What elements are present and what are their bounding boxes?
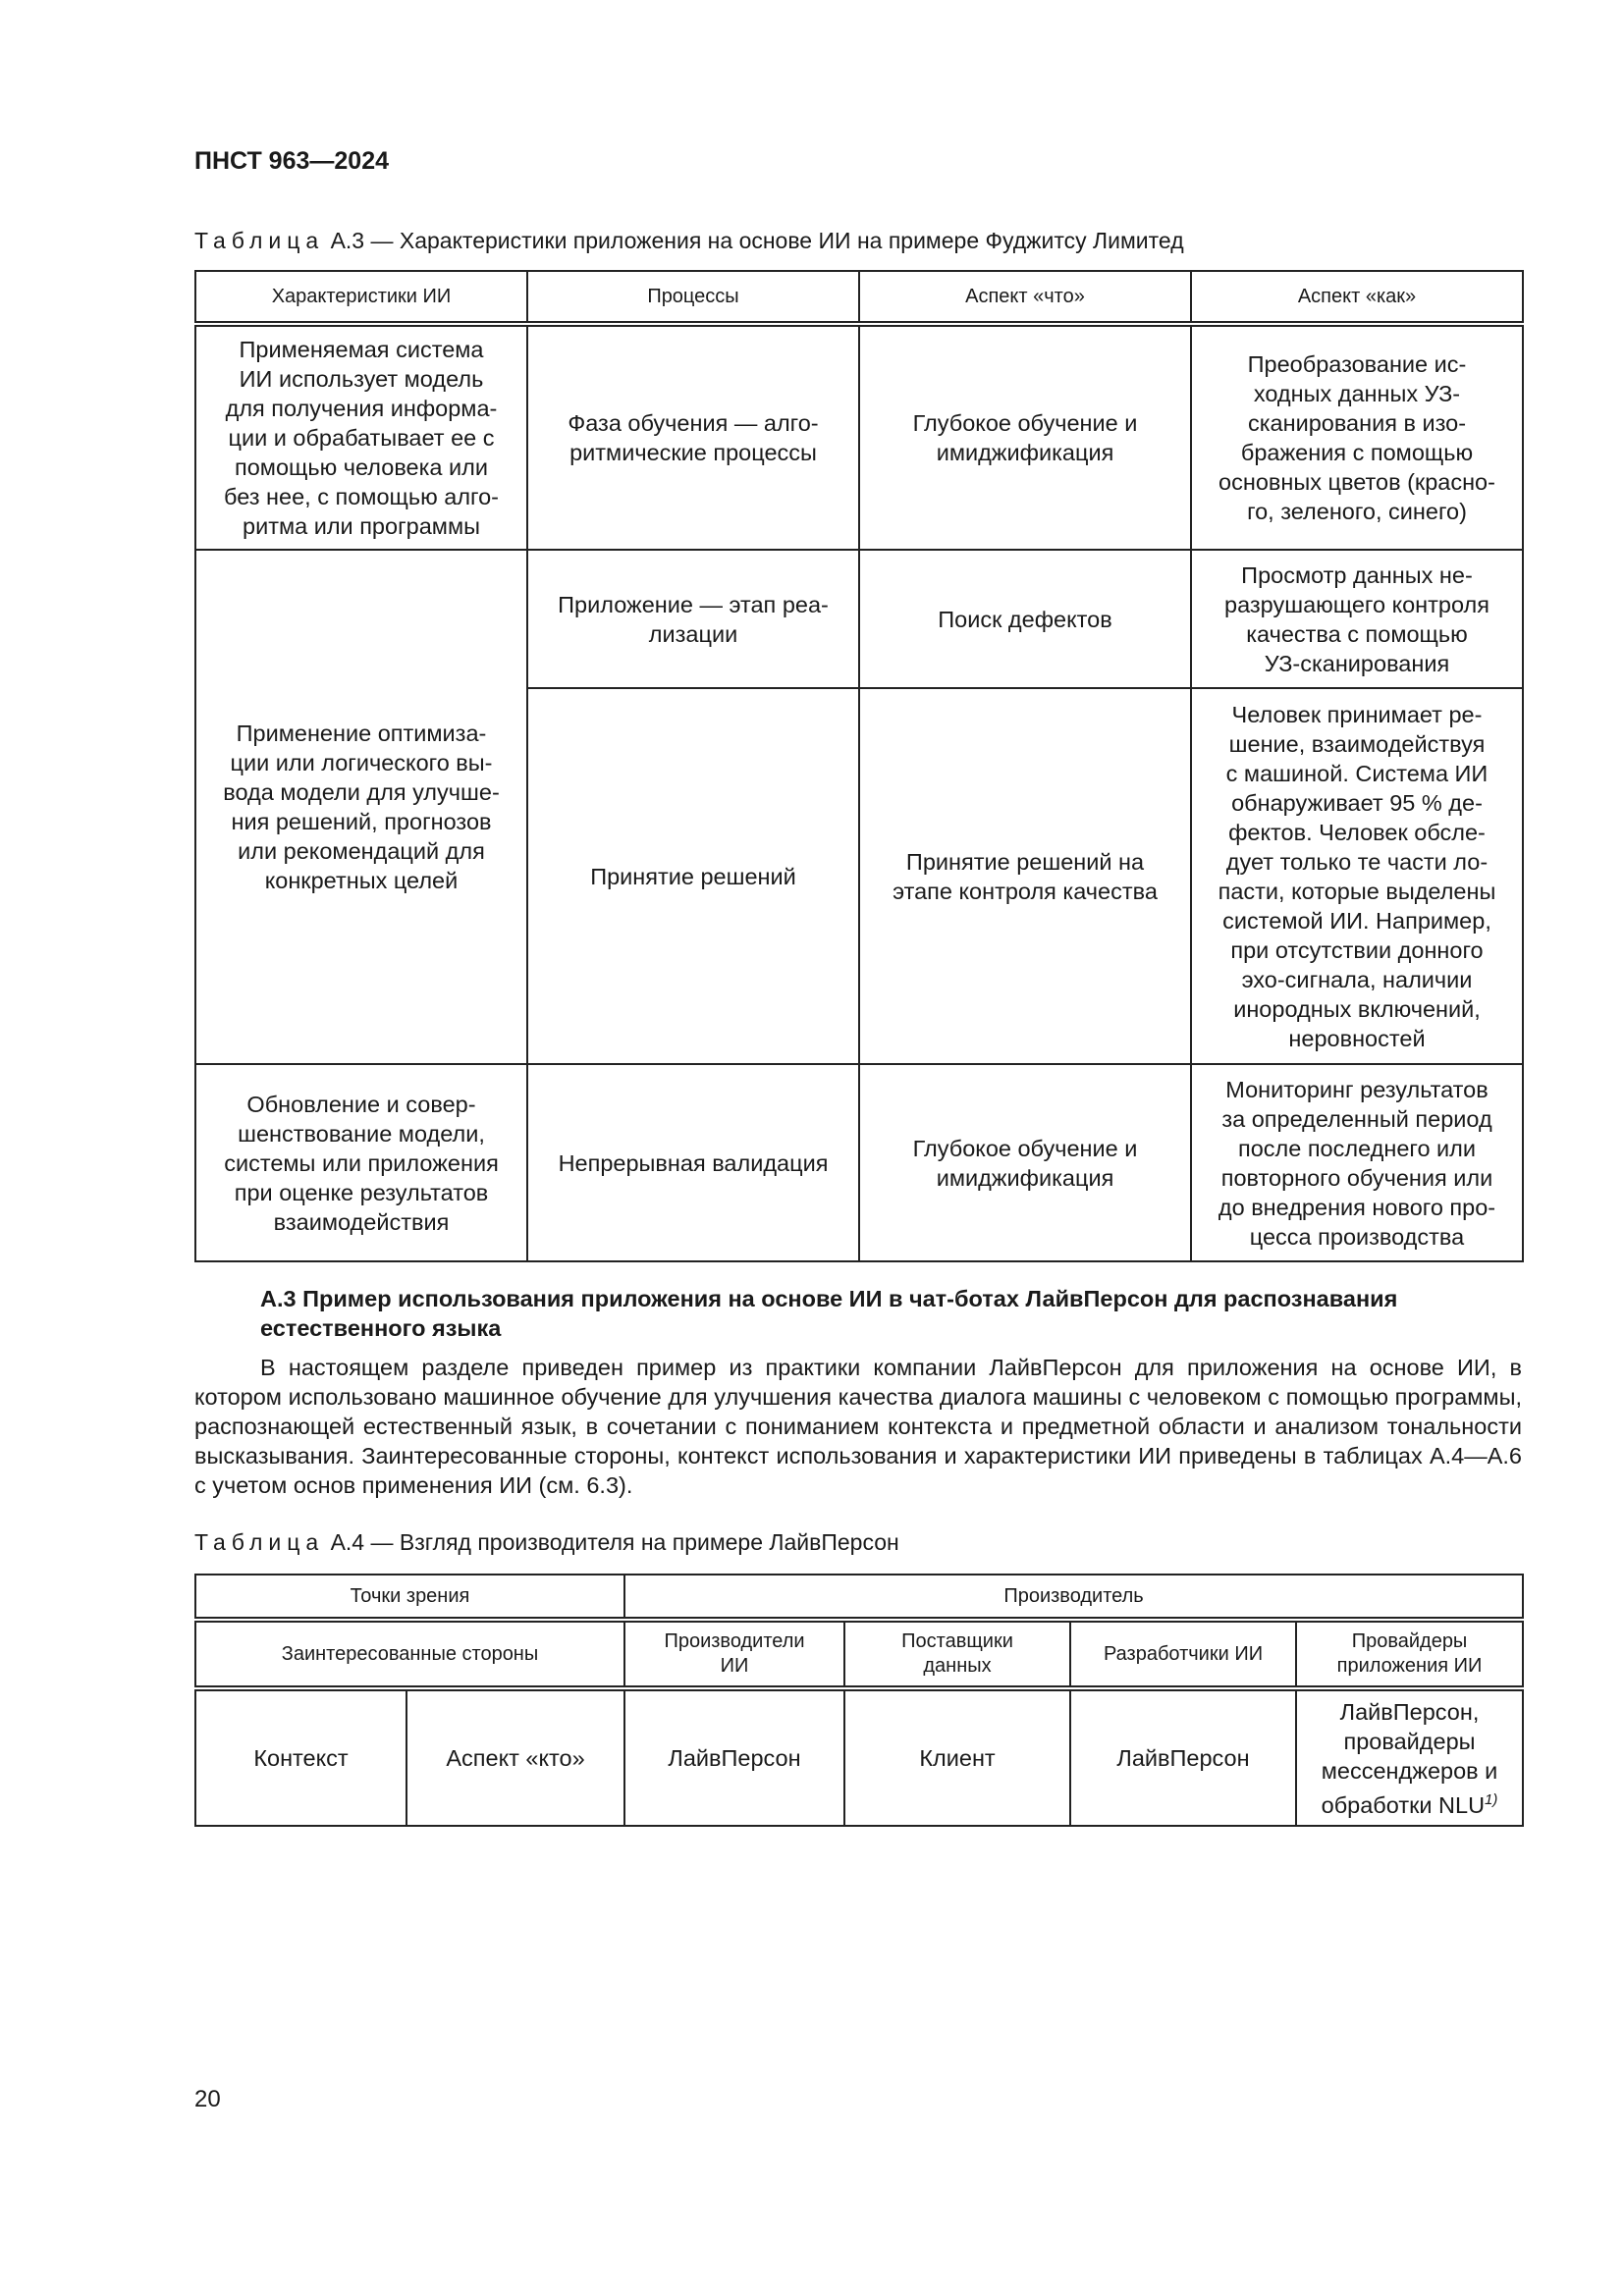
table-a3 — [194, 270, 1524, 1262]
header-cell: Аспект «как» — [1191, 271, 1523, 324]
cell: Человек принимает ре- шение, взаимодействуя с машиной. Система ИИ обнаруживает 95 % де- фектов. Человек обсле- дует только те части ло- пасти, которые выделены системой ИИ. Например, при отсутствии донного эхо-сигнала, наличии инородных включений, неровностей — [1191, 688, 1523, 1064]
cell: Преобразование ис- ходных данных УЗ- сканирования в изо- бражения с помощью основных цветов (красно- го, зеленого, синего) — [1191, 324, 1523, 550]
header-cell: Процессы — [527, 271, 859, 324]
header-cell: Разработчики ИИ — [1070, 1620, 1296, 1688]
table-header-row — [195, 1620, 1523, 1688]
cell: ЛайвПерсон — [1070, 1688, 1296, 1826]
cell: Принятие решений на этапе контроля качества — [859, 688, 1191, 1064]
header-cell: Производитель — [624, 1575, 1523, 1620]
cell: Контекст — [195, 1688, 406, 1826]
header-cell: Производители ИИ — [624, 1620, 844, 1688]
page-number: 20 — [194, 2086, 221, 2112]
cell: Клиент — [844, 1688, 1070, 1826]
cell: Обновление и совер- шенствование модели, системы или приложения при оценке результатов взаимодействия — [195, 1064, 527, 1261]
cell: Фаза обучения — алго- ритмические процессы — [527, 324, 859, 550]
cell: Поиск дефектов — [859, 550, 1191, 688]
header-cell: Провайдеры приложения ИИ — [1296, 1620, 1523, 1688]
cell: Принятие решений — [527, 688, 859, 1064]
table-header-row — [195, 271, 1523, 324]
section-paragraph: В настоящем разделе приведен пример из практики компании ЛайвПерсон для приложения на основе ИИ, в котором использовано машинное обучение для улучшения качества диалога машины с человеком с помощью программы, распознающей естественный язык, в сочетании с пониманием контекста и предметной области и анализом тональности высказывания. Заинтересованные стороны, контекст использования и характеристики ИИ приведены в таблицах А.4—А.6 с учетом основ применения ИИ (см. 6.3). — [194, 1355, 1522, 1498]
header-cell: Точки зрения — [195, 1575, 624, 1620]
header-cell: Аспект «что» — [859, 271, 1191, 324]
caption-prefix: Таблица — [194, 228, 325, 253]
cell: Непрерывная валидация — [527, 1064, 859, 1261]
caption-prefix: Таблица — [194, 1529, 325, 1555]
table-row — [195, 1064, 1523, 1261]
caption-text: А.3 — Характеристики приложения на основе ИИ на примере Фуджитсу Лимитед — [330, 228, 1184, 253]
cell — [1296, 1688, 1523, 1826]
caption-text: А.4 — Взгляд производителя на примере ЛайвПерсон — [330, 1529, 899, 1555]
cell: Просмотр данных не- разрушающего контроля качества с помощью УЗ-сканирования — [1191, 550, 1523, 688]
cell: Применение оптимиза- ции или логического вы- вода модели для улучше- ния решений, прогнозов или рекомендаций для конкретных целей — [195, 550, 527, 1064]
cell: Применяемая система ИИ использует модель для получения информа- ции и обрабатывает ее с помощью человека или без нее, с помощью алго- ритма или программы — [195, 324, 527, 550]
header-cell: Заинтересованные стороны — [195, 1620, 624, 1688]
header-cell: Поставщики данных — [844, 1620, 1070, 1688]
cell: ЛайвПерсон — [624, 1688, 844, 1826]
cell: Аспект «кто» — [406, 1688, 624, 1826]
footnote-mark: 1) — [1485, 1790, 1498, 1808]
document-id: ПНСТ 963—2024 — [194, 147, 389, 175]
header-cell: Характеристики ИИ — [195, 271, 527, 324]
table-row — [195, 550, 1523, 688]
table-a4-caption — [194, 1529, 899, 1556]
cell: Приложение — этап реа- лизации — [527, 550, 859, 688]
cell: Глубокое обучение и имиджификация — [859, 324, 1191, 550]
table-row — [195, 324, 1523, 550]
cell: Мониторинг результатов за определенный период после последнего или повторного обучения или до внедрения нового про- цесса производства — [1191, 1064, 1523, 1261]
cell: Глубокое обучение и имиджификация — [859, 1064, 1191, 1261]
table-a4 — [194, 1574, 1524, 1827]
cell-text: ЛайвПерсон, провайдеры мессенджеров и обработки NLU — [1321, 1698, 1498, 1818]
table-row — [195, 1688, 1523, 1826]
table-a3-caption — [194, 228, 1184, 254]
section-heading: А.3 Пример использования приложения на основе ИИ в чат-ботах ЛайвПерсон для распознавания естественного языка — [260, 1286, 1398, 1341]
table-header-row — [195, 1575, 1523, 1620]
